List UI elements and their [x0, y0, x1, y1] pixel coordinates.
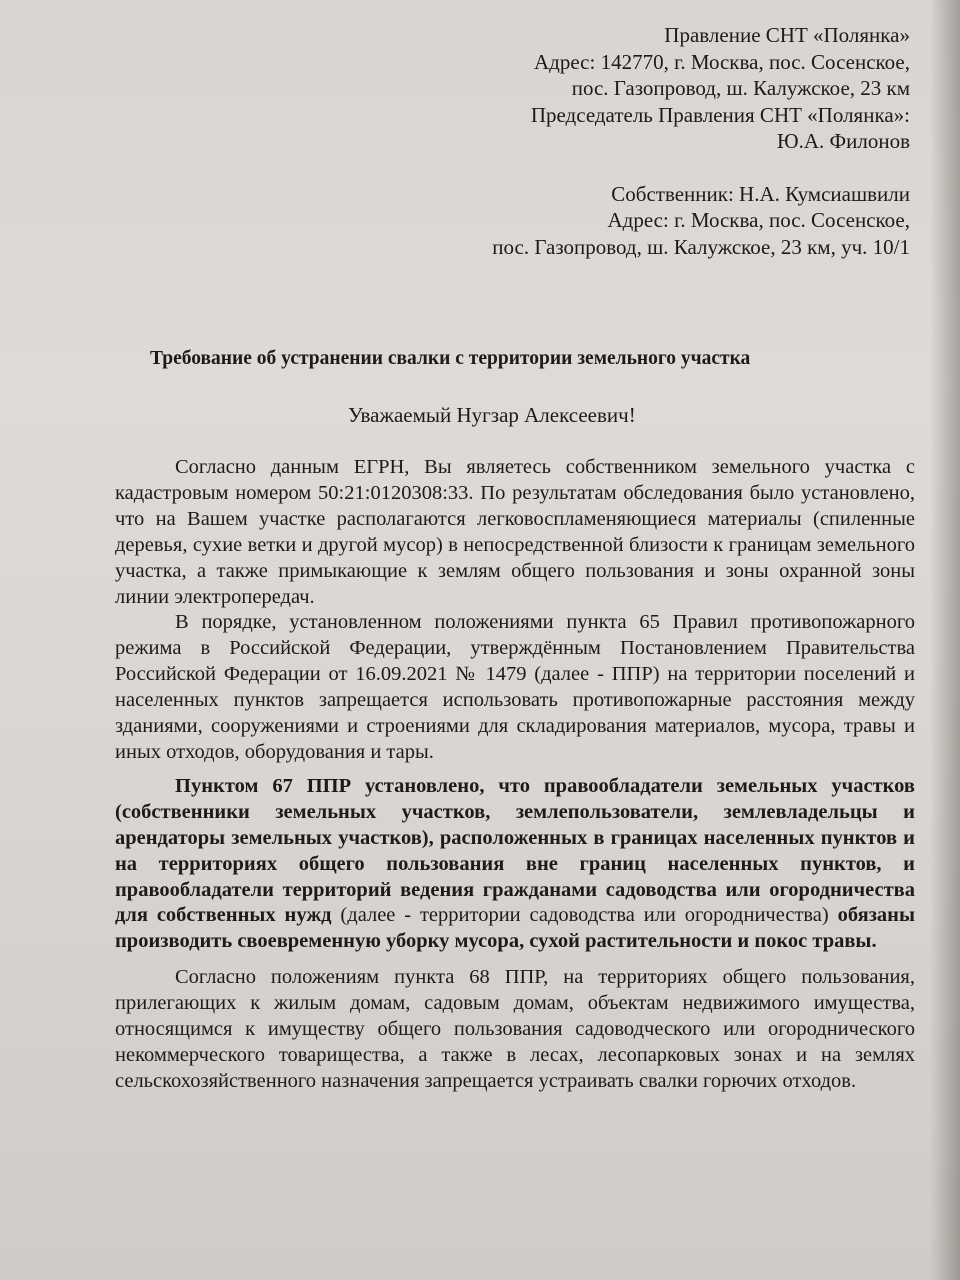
recipient-block — [350, 22, 910, 155]
page-edge-shadow — [930, 0, 960, 1280]
header-line: Собственник: Н.А. Кумсиашвили — [611, 181, 910, 206]
letter-body — [115, 455, 915, 1095]
sender-block — [350, 181, 910, 261]
paragraph-3-plain-part: (далее - территории садоводства или огородничества) — [331, 904, 838, 927]
letter-header — [350, 22, 910, 260]
header-line: Адрес: 142770, г. Москва, пос. Сосенское, — [533, 49, 910, 74]
paragraph-4: Согласно положениям пункта 68 ППР, на территориях общего пользования, прилегающих к жилым домам, садовым домам, объектам недвижимого имущества, относящимся к имуществу общего пользования садоводческого или огороднического некоммерческого товарищества, а также в лесах, лесопарковых зонах и на землях сельскохозяйственного назначения запрещается устраивать свалки горючих отходов. — [115, 966, 915, 1092]
document-title: Требование об устранении свалки с территории земельного участка — [150, 348, 751, 369]
paragraph-2: В порядке, установленном положениями пункта 65 Правил противопожарного режима в Российской Федерации, утверждённым Постановлением Правительства Российской Федерации от 16.09.2021 № 1479 (далее - ППР) на территории поселений и населенных пунктов запрещается использовать противопожарные расстояния между зданиями, сооружениями и строениями для складирования материалов, мусора, травы и иных отходов, оборудования и тары. — [115, 611, 915, 763]
paragraph-3-bold-part-b: обязаны производить своевременную уборку мусора, сухой растительности и покос травы. — [115, 904, 915, 953]
header-line: пос. Газопровод, ш. Калужское, 23 км, уч. 10/1 — [492, 234, 910, 259]
header-line: Правление СНТ «Полянка» — [664, 23, 910, 47]
paragraph-1: Согласно данным ЕГРН, Вы являетесь собственником земельного участка с кадастровым номером 50:21:0120308:33. По результатам обследования было установлено, что на Вашем участке располагаются легковоспламеняющиеся материалы (спиленные деревья, сухие ветки и другой мусор) в непосредственной близости к границам земельного участка, а также примыкающие к землям общего пользования и зоны охранной зоны линии электропередач. — [115, 456, 915, 608]
header-line: Ю.А. Филонов — [777, 129, 910, 153]
paragraph-3-bold-part-a: Пунктом 67 ППР установлено, что правообладатели земельных участков (собственники земельных участков, землепользователи, землевладельцы и арендаторы земельных участков), расположенных в границах населенных пунктов и на территориях общего пользования вне границ населенных пунктов, и правообладатели территорий ведения гражданами садоводства или огородничества для собственных нужд — [115, 774, 915, 927]
header-line: Адрес: г. Москва, пос. Сосенское, — [607, 208, 910, 232]
paragraph-3 — [115, 774, 915, 955]
header-line: пос. Газопровод, ш. Калужское, 23 км — [571, 76, 910, 100]
salutation: Уважаемый Нугзар Алексеевич! — [348, 403, 636, 427]
header-line: Председатель Правления СНТ «Полянка»: — [530, 102, 910, 127]
